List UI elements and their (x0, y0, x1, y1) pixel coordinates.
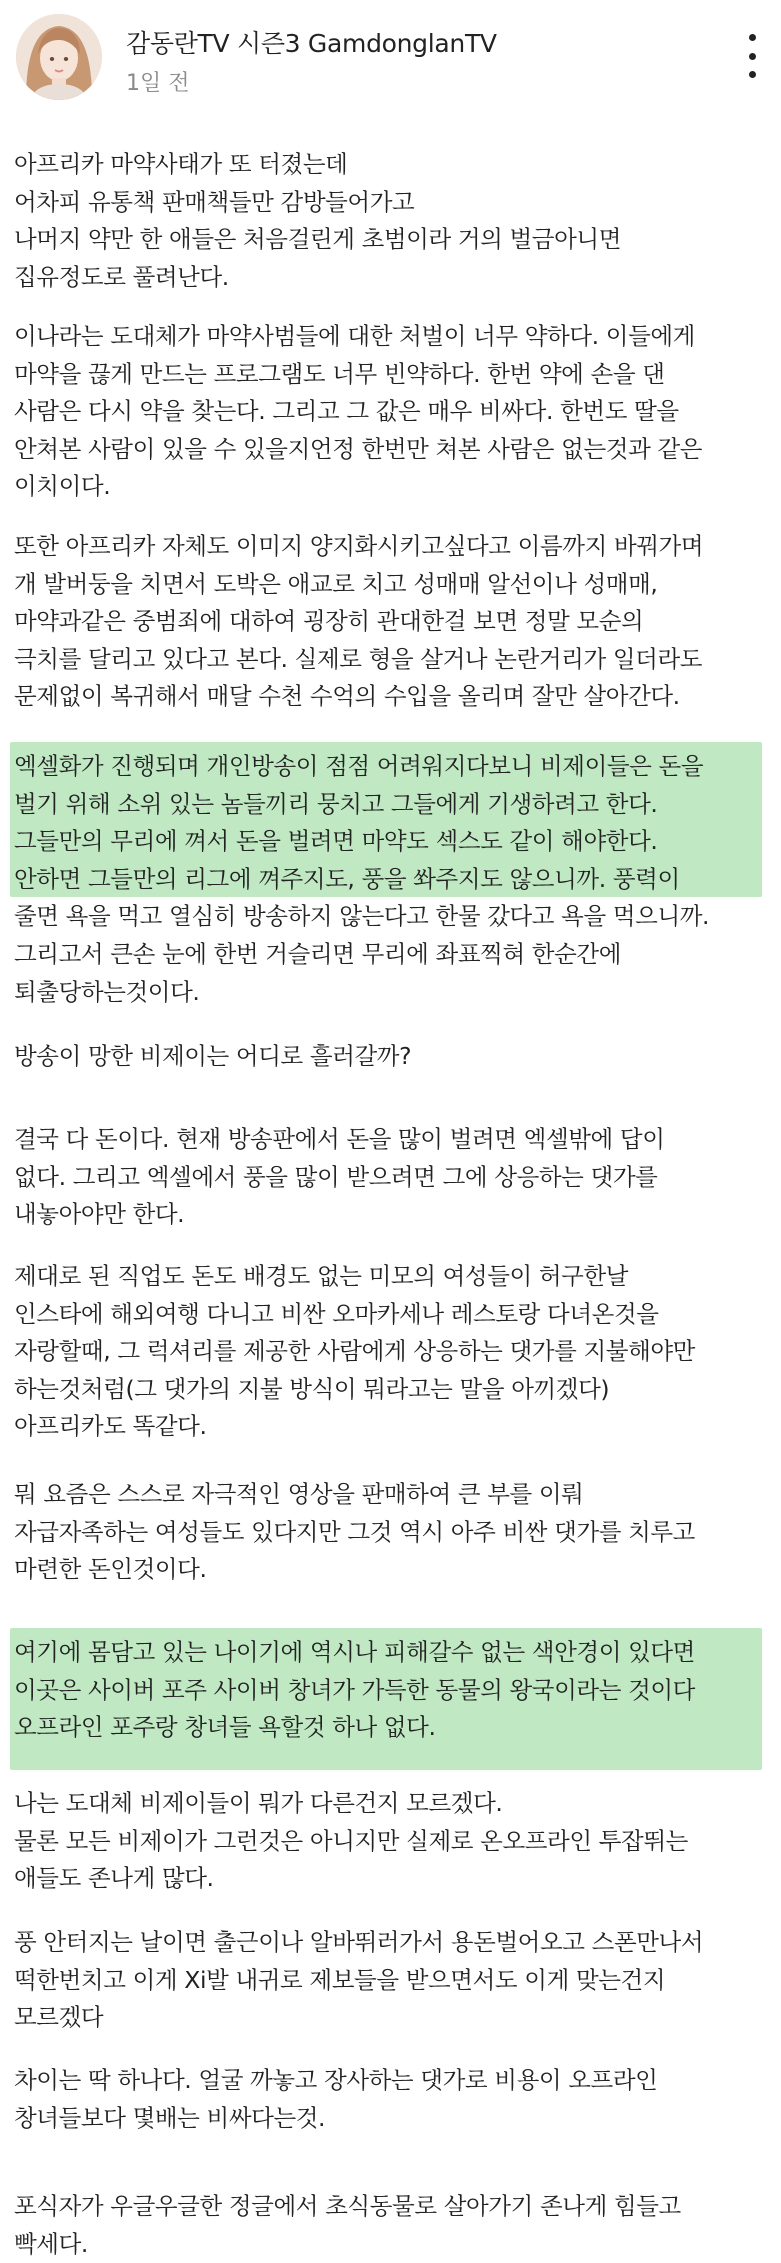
text-line: 차이는 딱 하나다. 얼굴 까놓고 장사하는 댓가로 비용이 오프라인 (14, 2066, 658, 2094)
paragraph (14, 1785, 764, 1898)
text-line: 퇴출당하는것이다. (14, 977, 200, 1006)
text-line: 마약을 끊게 만드는 프로그램도 너무 빈약하다. 한번 약에 손을 댄 (14, 359, 665, 388)
post-time: 1일 전 (126, 71, 190, 96)
text-line: 그들만의 무리에 껴서 돈을 벌려면 마약도 섹스도 같이 해야한다. (14, 827, 658, 856)
channel-name[interactable]: 감동란TV 시즌3 GamdonglanTV (126, 29, 497, 58)
text-line: 엑셀화가 진행되며 개인방송이 점점 어려워지다보니 비제이들은 돈을 (14, 752, 704, 780)
menu-dot (749, 34, 756, 41)
paragraph (14, 1258, 764, 1446)
text-line: 사람은 다시 약을 찾는다. 그리고 그 값은 매우 비싸다. 한번도 딸을 (14, 397, 679, 426)
text-line: 이나라는 도대체가 마약사범들에 대한 처벌이 너무 약하다. 이들에게 (14, 322, 695, 350)
more-vertical-icon[interactable] (742, 34, 762, 78)
text-line: 뭐 요즘은 스스로 자극적인 영상을 판매하여 큰 부를 이뤄 (14, 1480, 584, 1508)
text-line: 자급자족하는 여성들도 있다지만 그것 역시 아주 비싼 댓가를 치루고 (14, 1517, 695, 1546)
post-header (0, 0, 781, 118)
text-line: 물론 모든 비제이가 그런것은 아니지만 실제로 온오프라인 투잡뛰는 (14, 1826, 688, 1855)
text-line: 포식자가 우글우글한 정글에서 초식동물로 살아가기 존나게 힘들고 (14, 2192, 681, 2220)
text-line: 이치이다. (14, 472, 111, 501)
text-line: 자랑할때, 그 럭셔리를 제공한 사람에게 상응하는 댓가를 지불해야만 (14, 1337, 695, 1366)
text-line: 마련한 돈인것이다. (14, 1555, 207, 1584)
text-line: 아프리카 마약사태가 또 터졌는데 (14, 150, 348, 178)
paragraph (14, 146, 764, 296)
text-line: 인스타에 해외여행 다니고 비싼 오마카세나 레스토랑 다녀온것을 (14, 1299, 659, 1328)
text-line: 제대로 된 직업도 돈도 배경도 없는 미모의 여성들이 허구한날 (14, 1262, 629, 1290)
text-line: 그리고서 큰손 눈에 한번 거슬리면 무리에 좌표찍혀 한순간에 (14, 939, 622, 968)
text-line: 빡세다. (14, 2229, 88, 2258)
text-line: 문제없이 복귀해서 매달 수천 수억의 수입을 올리며 잘만 살아간다. (14, 682, 680, 711)
text-line: 벌기 위해 소위 있는 놈들끼리 뭉치고 그들에게 기생하려고 한다. (14, 789, 658, 818)
text-line: 하는것처럼(그 댓가의 지불 방식이 뭐라고는 말을 아끼겠다) (14, 1374, 610, 1403)
text-line: 개 발버둥을 치면서 도박은 애교로 치고 성매매 알선이나 성매매, (14, 569, 658, 598)
avatar[interactable] (16, 14, 102, 100)
text-line: 창녀들보다 몇배는 비싸다는것. (14, 2103, 326, 2132)
text-line: 안쳐본 사람이 있을 수 있을지언정 한번만 쳐본 사람은 없는것과 같은 (14, 434, 703, 463)
text-line: 내놓아야만 한다. (14, 1200, 185, 1229)
text-line: 결국 다 돈이다. 현재 방송판에서 돈을 많이 벌려면 엑셀밖에 답이 (14, 1125, 665, 1153)
paragraph (14, 528, 764, 716)
text-line: 여기에 몸담고 있는 나이기에 역시나 피해갈수 없는 색안경이 있다면 (14, 1638, 695, 1666)
text-line: 어차피 유통책 판매책들만 감방들어가고 (14, 187, 415, 216)
paragraph (14, 1121, 764, 1234)
text-line: 또한 아프리카 자체도 이미지 양지화시키고싶다고 이름까지 바꿔가며 (14, 532, 704, 560)
text-line: 나는 도대체 비제이들이 뭐가 다른건지 모르겠다. (14, 1789, 503, 1817)
text-line: 집유정도로 풀려난다. (14, 262, 229, 291)
text-line: 이곳은 사이버 포주 사이버 창녀가 가득한 동물의 왕국이라는 것이다 (14, 1675, 695, 1704)
text-line: 나머지 약만 한 애들은 처음걸린게 초범이라 거의 벌금아니면 (14, 225, 622, 254)
text-line: 오프라인 포주랑 창녀들 욕할것 하나 없다. (14, 1713, 436, 1742)
text-line: 방송이 망한 비제이는 어디로 흘러갈까? (14, 1042, 412, 1070)
text-line: 마약과같은 중범죄에 대하여 굉장히 관대한걸 보면 정말 모순의 (14, 607, 644, 636)
text-line: 안하면 그들만의 리그에 껴주지도, 풍을 쏴주지도 않으니까. 풍력이 (14, 864, 680, 893)
avatar-image (16, 14, 102, 100)
text-line: 아프리카도 똑같다. (14, 1412, 207, 1441)
paragraph (14, 2188, 764, 2263)
paragraph (14, 1924, 764, 2037)
paragraph (14, 1038, 764, 1076)
text-line: 애들도 존나게 많다. (14, 1864, 214, 1893)
paragraph (14, 1476, 764, 1589)
paragraph (14, 318, 764, 506)
text-line: 모르겠다 (14, 2003, 104, 2032)
text-line: 없다. 그리고 엑셀에서 풍을 많이 받으려면 그에 상응하는 댓가를 (14, 1162, 658, 1191)
paragraph (14, 1634, 764, 1747)
text-line: 떡한번치고 이게 Xi발 내귀로 제보들을 받으면서도 이게 맞는건지 (14, 1965, 666, 1994)
text-line: 줄면 욕을 먹고 열심히 방송하지 않는다고 한물 갔다고 욕을 먹으니까. (14, 902, 710, 931)
menu-dot (749, 71, 756, 78)
text-line: 극치를 달리고 있다고 본다. 실제로 형을 살거나 논란거리가 일더라도 (14, 644, 703, 673)
text-line: 풍 안터지는 날이면 출근이나 알바뛰러가서 용돈벌어오고 스폰만나서 (14, 1928, 704, 1956)
paragraph (14, 2062, 764, 2137)
menu-dot (749, 53, 756, 60)
paragraph (14, 748, 764, 1011)
